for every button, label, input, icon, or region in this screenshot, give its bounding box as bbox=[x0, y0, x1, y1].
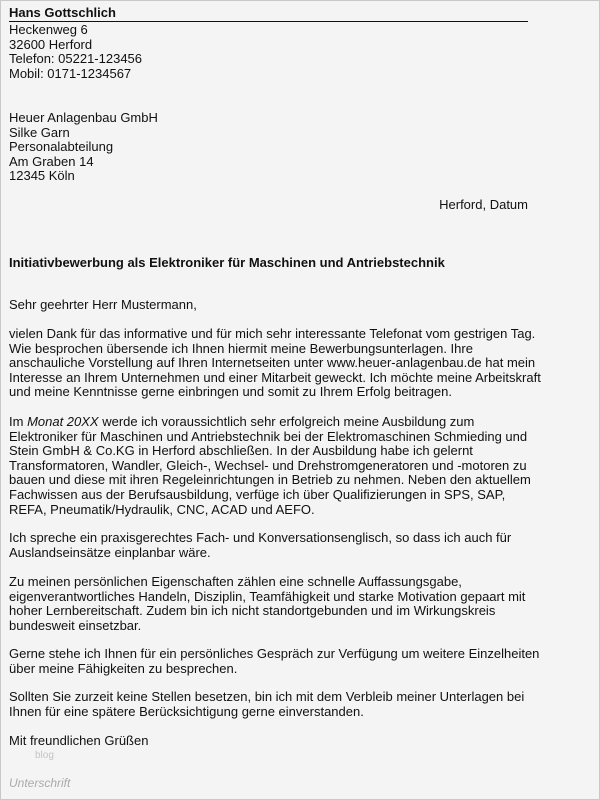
recipient-line: Am Graben 14 bbox=[9, 153, 94, 169]
text-line: Transformatoren, Wandler, Gleich-, Wechsel- und Drehstromgeneratoren und -motoren zu bbox=[9, 457, 527, 473]
paragraph-4 bbox=[9, 575, 525, 633]
text-line: bundesweit einsetzbar. bbox=[9, 617, 142, 633]
text-line: Stein GmbH & Co.KG in Herford abschließen. In der Ausbildung habe ich gelernt bbox=[9, 443, 473, 459]
subject-line: Initiativbewerbung als Elektroniker für Maschinen und Antriebstechnik bbox=[9, 255, 445, 270]
text-line: vielen Dank für das informative und für mich sehr interessante Telefonat vom gestrigen Tag. bbox=[9, 326, 536, 341]
paragraph-1 bbox=[9, 327, 541, 400]
date-line: Herford, Datum bbox=[439, 197, 528, 212]
phone-line: Telefon: 05221-123456 bbox=[9, 51, 143, 67]
text-line: über meine Fähigkeiten zu besprechen. bbox=[9, 660, 238, 676]
address-line: Heckenweg 6 bbox=[9, 22, 88, 37]
paragraph-2 bbox=[9, 415, 531, 517]
text-segment: Im bbox=[9, 414, 28, 429]
text-line: und meine Kenntnisse gerne einbringen und somit zu Ihrem Erfolg beitragen. bbox=[9, 384, 452, 400]
mobile-line: Mobil: 0171-1234567 bbox=[9, 65, 132, 81]
text-line: REFA, Pneumatik/Hydraulik, CNC, ACAD und AEFO. bbox=[9, 501, 315, 517]
text-line: Wie besprochen übersende ich Ihnen hiermit meine Bewerbungsunterlagen. Ihre bbox=[9, 340, 473, 356]
placeholder-month-year: Monat 20XX bbox=[27, 414, 99, 429]
text-line: Auslandseinsätze einplanbar wäre. bbox=[9, 544, 211, 560]
paragraph-6 bbox=[9, 690, 524, 719]
address-line: 32600 Herford bbox=[9, 36, 93, 52]
paragraph-3 bbox=[9, 531, 511, 560]
text-line: Gerne stehe ich Ihnen für ein persönliches Gespräch zur Verfügung um weitere Einzelheiten bbox=[9, 646, 540, 661]
sender-address bbox=[9, 23, 142, 81]
text-line: Ihnen für eine spätere Berücksichtigung gerne einverstanden. bbox=[9, 703, 364, 719]
recipient-line: 12345 Köln bbox=[9, 168, 75, 184]
text-line: Interesse an Ihrem Unternehmen und einer Mitarbeit geweckt. Ich möchte meine Arbeitskraft bbox=[9, 369, 541, 385]
watermark: blog bbox=[35, 750, 54, 761]
text-segment: werde ich voraussichtlich sehr erfolgreich meine Ausbildung zum bbox=[98, 414, 475, 429]
text-line: eigenverantwortliches Handeln, Disziplin, Teamfähigkeit und starke Motivation gepaart mit bbox=[9, 588, 526, 604]
text-line: Elektroniker für Maschinen und Antriebstechnik bei der Elektromaschinen Schmieding und bbox=[9, 428, 528, 444]
text-line: anschauliche Vorstellung auf Ihren Internetseiten unter www.heuer-anlagenbau.de hat mein bbox=[9, 355, 536, 371]
recipient-line: Silke Garn bbox=[9, 124, 70, 140]
text-line: bauen und diese mit ihren Regeleinrichtungen in Betrieb zu nehmen. Neben den aktuellem bbox=[9, 472, 531, 488]
salutation: Sehr geehrter Herr Mustermann, bbox=[9, 297, 197, 312]
text-line: hoher Lernbereitschaft. Zudem bin ich nicht standortgebunden und im Wirkungskreis bbox=[9, 603, 496, 619]
text-line: Sollten Sie zurzeit keine Stellen besetzen, bin ich mit dem Verbleib meiner Unterlagen bei bbox=[9, 689, 525, 704]
paragraph-5 bbox=[9, 647, 539, 676]
closing: Mit freundlichen Grüßen bbox=[9, 733, 149, 748]
signature-label: Unterschrift bbox=[9, 776, 71, 790]
text-line: Fachwissen aus der Berufsausbildung, verfüge ich über Qualifizierungen in SPS, SAP, bbox=[9, 486, 506, 502]
recipient-line: Heuer Anlagenbau GmbH bbox=[9, 110, 158, 125]
text-line: Ich spreche ein praxisgerechtes Fach- und Konversationsenglisch, so dass ich auch für bbox=[9, 530, 512, 545]
recipient-line: Personalabteilung bbox=[9, 139, 114, 155]
text-line bbox=[9, 415, 531, 430]
text-line: Zu meinen persönlichen Eigenschaften zählen eine schnelle Auffassungsgabe, bbox=[9, 574, 462, 589]
sender-name: Hans Gottschlich bbox=[9, 5, 116, 20]
recipient-address bbox=[9, 111, 158, 184]
